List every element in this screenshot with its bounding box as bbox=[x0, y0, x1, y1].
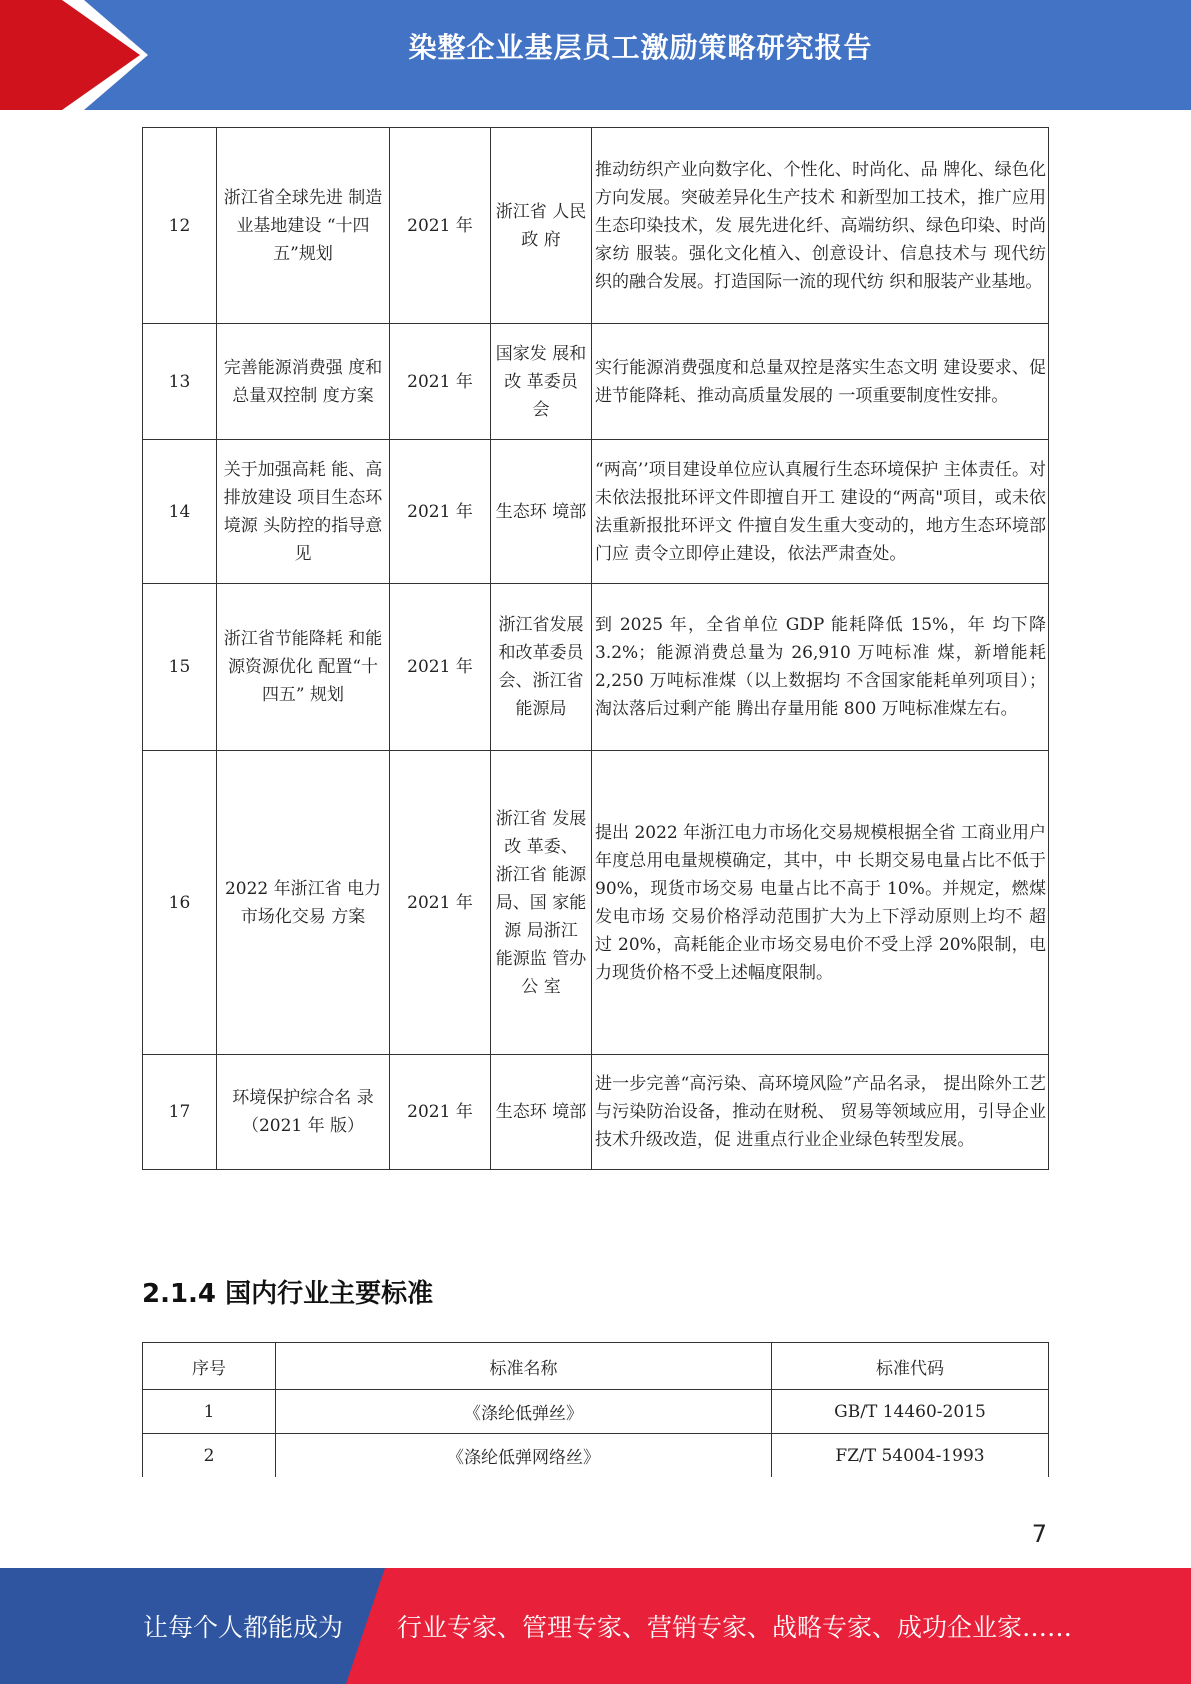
policy-issuer: 国家发 展和改 革委员 会 bbox=[491, 324, 592, 440]
page-title: 染整企业基层员工激励策略研究报告 bbox=[408, 31, 873, 64]
policy-year: 2021 年 bbox=[390, 584, 491, 751]
standard-number: 1 bbox=[143, 1390, 276, 1434]
table-row bbox=[143, 440, 1049, 584]
policy-content: “两高’’项目建设单位应认真履行生态环境保护 主体责任。对未依法报批环评文件即擅自开工 建设的“两高"项目，或未依法重新报批环评文 件擅自发生重大变动的，地方生态环境部门应 责令立即停止建设，依法严肃查处。 bbox=[592, 440, 1049, 584]
row-number: 13 bbox=[143, 324, 217, 440]
standard-name: 《涤纶低弹网络丝》 bbox=[276, 1434, 772, 1478]
policy-year: 2021 年 bbox=[390, 324, 491, 440]
policy-content: 到 2025 年，全省单位 GDP 能耗降低 15%，年 均下降 3.2%；能源消费总量为 26,910 万吨标准 煤，新增能耗 2,250 万吨标准煤（以上数据均 不含国家能耗单列项目）；淘汰落后过剩产能 腾出存量用能 800 万吨标准煤左右。 bbox=[592, 584, 1049, 751]
policy-content: 提出 2022 年浙江电力市场化交易规模根据全省 工商业用户年度总用电量规模确定，其中，中 长期交易电量占比不低于 90%，现货市场交易 电量占比不高于 10%。并规定，燃煤发电市场 交易价格浮动范围扩大为上下浮动原则上均不 超过 20%，高耗能企业市场交易电价不受上浮 20%限制，电力现货价格不受上述幅度限制。 bbox=[592, 751, 1049, 1055]
policy-content: 实行能源消费强度和总量双控是落实生态文明 建设要求、促进节能降耗、推动高质量发展的 一项重要制度性安排。 bbox=[592, 324, 1049, 440]
table-row bbox=[143, 751, 1049, 1055]
row-number: 15 bbox=[143, 584, 217, 751]
policy-issuer: 生态环 境部 bbox=[491, 1055, 592, 1170]
policy-table bbox=[142, 127, 1049, 1170]
policy-content: 推动纺织产业向数字化、个性化、时尚化、品 牌化、绿色化方向发展。突破差异化生产技术 和新型加工技术，推广应用生态印染技术，发 展先进化纤、高端纺织、绿色印染、时尚家纺 服装。强化文化植入、创意设计、信息技术与 现代纺织的融合发展。打造国际一流的现代纺 织和服装产业基地。 bbox=[592, 128, 1049, 324]
page-number: 7 bbox=[1031, 1520, 1047, 1548]
table-row bbox=[143, 324, 1049, 440]
header-red-chevron bbox=[0, 0, 160, 110]
table-row bbox=[143, 584, 1049, 751]
row-number: 17 bbox=[143, 1055, 217, 1170]
standard-code: FZ/T 54004-1993 bbox=[772, 1434, 1049, 1478]
policy-name: 环境保护综合名 录（2021 年 版） bbox=[217, 1055, 390, 1170]
page-header bbox=[0, 0, 1191, 110]
policy-year: 2021 年 bbox=[390, 751, 491, 1055]
column-header-code: 标准代码 bbox=[772, 1343, 1049, 1390]
table-header-row bbox=[143, 1343, 1049, 1390]
policy-issuer: 浙江省发展和改革委员会、浙江省能源局 bbox=[491, 584, 592, 751]
section-heading: 2.1.4 国内行业主要标准 bbox=[142, 1279, 434, 1309]
policy-name: 关于加强高耗 能、高排放建设 项目生态环境源 头防控的指导意 见 bbox=[217, 440, 390, 584]
policy-name: 2022 年浙江省 电力市场化交易 方案 bbox=[217, 751, 390, 1055]
row-number: 12 bbox=[143, 128, 217, 324]
policy-name: 浙江省全球先进 制造业基地建设 “十四五”规划 bbox=[217, 128, 390, 324]
policy-issuer: 浙江省 发展改 革委、 浙江省 能源局、国 家能源 局浙江 能源监 管办公 室 bbox=[491, 751, 592, 1055]
table-row bbox=[143, 1055, 1049, 1170]
standard-code: GB/T 14460-2015 bbox=[772, 1390, 1049, 1434]
policy-year: 2021 年 bbox=[390, 128, 491, 324]
policy-name: 浙江省节能降耗 和能源资源优化 配置“十四五” 规划 bbox=[217, 584, 390, 751]
footer-slogan-left: 让每个人都能成为 bbox=[143, 1613, 344, 1642]
policy-year: 2021 年 bbox=[390, 1055, 491, 1170]
row-number: 16 bbox=[143, 751, 217, 1055]
column-header-number: 序号 bbox=[143, 1343, 276, 1390]
table-row bbox=[143, 1390, 1049, 1434]
standards-table bbox=[142, 1342, 1049, 1477]
footer-slogan-right: 行业专家、管理专家、营销专家、战略专家、成功企业家…… bbox=[397, 1613, 1073, 1642]
standard-number: 2 bbox=[143, 1434, 276, 1478]
page-footer bbox=[0, 1568, 1191, 1684]
table-row bbox=[143, 1434, 1049, 1478]
standard-name: 《涤纶低弹丝》 bbox=[276, 1390, 772, 1434]
policy-year: 2021 年 bbox=[390, 440, 491, 584]
policy-name: 完善能源消费强 度和总量双控制 度方案 bbox=[217, 324, 390, 440]
policy-content: 进一步完善“高污染、高环境风险”产品名录， 提出除外工艺与污染防治设备，推动在财税、 贸易等领域应用，引导企业技术升级改造，促 进重点行业企业绿色转型发展。 bbox=[592, 1055, 1049, 1170]
policy-issuer: 生态环 境部 bbox=[491, 440, 592, 584]
policy-issuer: 浙江省 人民政 府 bbox=[491, 128, 592, 324]
row-number: 14 bbox=[143, 440, 217, 584]
column-header-name: 标准名称 bbox=[276, 1343, 772, 1390]
table-row bbox=[143, 128, 1049, 324]
